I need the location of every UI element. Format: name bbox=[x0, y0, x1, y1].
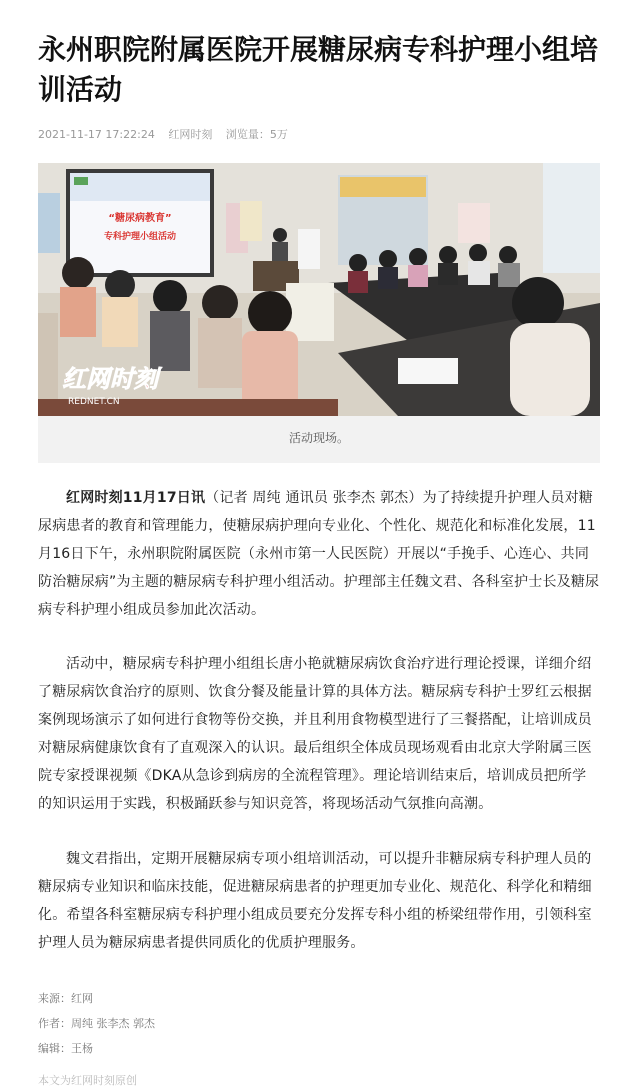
view-count: 浏览量：5万 bbox=[225, 128, 288, 141]
source-link[interactable]: 红网时刻 bbox=[168, 128, 213, 141]
article-title: 永州职院附属医院开展糖尿病专科护理小组培训活动 bbox=[38, 33, 599, 106]
paragraph-1-body: （记者 周纯 通讯员 张李杰 郭杰）为了持续提升护理人员对糖尿病患者的教育和管理能力，使糖尿病护理向专业化、个性化、规范化和标准化发展，11月16日下午，永州职院附属医院（永州市第一人民医院）开展以“手挽手、心连心、共同防治糖尿病”为主题的糖尿病专科护理小组活动。护理部主任魏文君、各科室护士长及糖尿病专科护理小组成员参加此次活动。 bbox=[38, 490, 600, 618]
photo-caption: 活动现场。 bbox=[288, 431, 349, 445]
paragraph-2: 活动中，糖尿病专科护理小组组长唐小艳就糖尿病饮食治疗进行理论授课，详细介绍了糖尿病饮食治疗的原则、饮食分餐及能量计算的具体方法。糖尿病专科护士罗红云根据案例现场演示了如何进行食物等份交换，并且利用食物模型进行了三餐搭配，让培训成员对糖尿病健康饮食有了直观深入的认识。最后组织全体成员现场观看由北京大学附属三医院专家授课视频《DKA从急诊到病房的全流程管理》。理论培训结束后，培训成员把所学的知识运用于实践，积极踊跃参与知识竞答，将现场活动气氛推向高潮。 bbox=[38, 656, 592, 812]
watermark-logo: 红网时刻 bbox=[62, 365, 158, 393]
photo-figure bbox=[38, 163, 600, 463]
event-photo bbox=[38, 163, 600, 416]
dateline: 红网时刻11月17日讯 bbox=[66, 490, 206, 506]
footer-editor: 编辑：王杨 bbox=[38, 1042, 93, 1055]
footer-source: 来源：红网 bbox=[38, 992, 93, 1005]
screen-text-2: 专科护理小组活动 bbox=[103, 232, 177, 242]
screen-text-1: “糖尿病教育” bbox=[108, 213, 172, 224]
footer-author: 作者：周纯 张李杰 郭杰 bbox=[38, 1017, 155, 1030]
paragraph-3: 魏文君指出，定期开展糖尿病专项小组培训活动，可以提升非糖尿病专科护理人员的糖尿病专业知识和临床技能，促进糖尿病患者的护理更加专业化、规范化、科学化和精细化。希望各科室糖尿病专科护理小组成员要充分发挥专科小组的桥梁纽带作用，引领科室护理人员为糖尿病患者提供同质化的优质护理服务。 bbox=[38, 851, 592, 951]
watermark-sub: REDNET.CN bbox=[68, 397, 120, 407]
article-meta bbox=[38, 126, 298, 142]
footer-partial-text: 本文为红网时刻原创 bbox=[38, 1074, 137, 1087]
publish-datetime: 2021-11-17 17:22:24 bbox=[38, 128, 155, 141]
paragraph-1 bbox=[38, 484, 600, 624]
